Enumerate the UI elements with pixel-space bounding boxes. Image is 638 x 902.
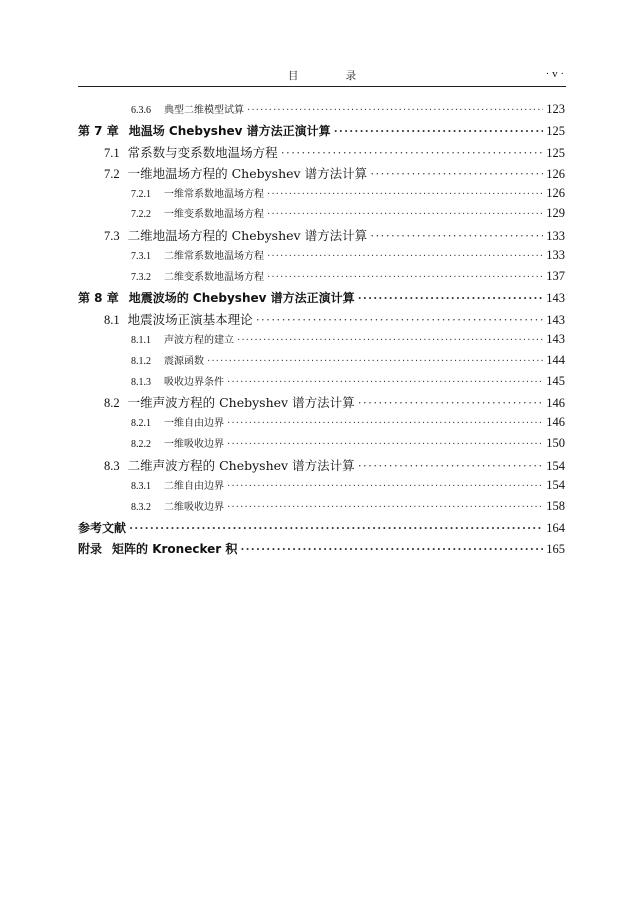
toc-entry[interactable] bbox=[78, 205, 565, 226]
toc-entry[interactable] bbox=[78, 331, 565, 352]
toc-entry-label bbox=[104, 226, 367, 244]
toc-leader-dots bbox=[267, 251, 543, 262]
toc-entry-number: 7.2 bbox=[104, 166, 120, 181]
toc-leader-dots bbox=[267, 189, 543, 200]
toc-entry-title: 震源函数 bbox=[164, 355, 204, 367]
toc-entry-page: 137 bbox=[546, 269, 565, 284]
toc-entry-title: 吸收边界条件 bbox=[164, 376, 224, 388]
toc-leader-dots bbox=[334, 124, 544, 139]
toc-leader-dots bbox=[227, 481, 543, 492]
toc-entry-page: 126 bbox=[546, 185, 565, 200]
toc-entry[interactable] bbox=[78, 289, 565, 310]
toc-entry-number: 8.2.1 bbox=[131, 418, 151, 430]
toc-entry-label bbox=[131, 205, 264, 220]
toc-entry-label bbox=[131, 268, 264, 283]
toc-entry[interactable] bbox=[78, 164, 565, 185]
toc-leader-dots bbox=[129, 521, 543, 536]
toc-entry-label bbox=[131, 247, 264, 262]
toc-entry[interactable] bbox=[78, 268, 565, 289]
toc-leader-dots bbox=[370, 167, 543, 182]
toc-entry-label bbox=[78, 289, 355, 306]
toc-entry-label bbox=[131, 101, 244, 116]
toc-entry-title: 一维地温场方程的 Chebyshev 谱方法计算 bbox=[127, 165, 368, 181]
toc-entry-page: 154 bbox=[546, 478, 565, 493]
toc-entry-number: 8.3.1 bbox=[131, 481, 151, 493]
toc-entry-number: 7.3.1 bbox=[131, 251, 151, 263]
toc-entry-title: 二维地温场方程的 Chebyshev 谱方法计算 bbox=[127, 228, 368, 244]
toc-leader-dots bbox=[256, 313, 544, 328]
toc-entry[interactable] bbox=[78, 519, 565, 540]
toc-entry-number: 7.1 bbox=[104, 145, 120, 160]
toc-entry-number: 第 7 章 bbox=[78, 123, 119, 138]
toc-entry-title: 二维声波方程的 Chebyshev 谱方法计算 bbox=[127, 458, 355, 474]
toc-entry-title: 声波方程的建立 bbox=[164, 334, 234, 346]
toc-entry[interactable] bbox=[78, 435, 565, 456]
toc-entry-page: 126 bbox=[546, 166, 565, 181]
toc-leader-dots bbox=[370, 229, 543, 244]
toc-entry-title: 二维变系数地温场方程 bbox=[164, 272, 264, 284]
toc-entry-label bbox=[131, 352, 204, 367]
toc-entry-number: 7.2.2 bbox=[131, 209, 151, 221]
toc-entry-label bbox=[131, 498, 224, 513]
toc-entry-number: 8.1.1 bbox=[131, 334, 151, 346]
toc-entry-label bbox=[104, 164, 367, 182]
toc-entry-title: 地震波场的 Chebyshev 谱方法正演计算 bbox=[128, 291, 355, 306]
toc-entry-label bbox=[131, 414, 224, 429]
header-title: 目 录 bbox=[287, 70, 379, 82]
toc-entry-page: 133 bbox=[546, 229, 565, 244]
toc-entry-page: 143 bbox=[546, 331, 565, 346]
toc-leader-dots bbox=[227, 418, 543, 429]
toc-entry-number: 8.3 bbox=[104, 459, 120, 474]
toc-entry-label bbox=[104, 393, 355, 411]
toc-entry[interactable] bbox=[78, 477, 565, 498]
toc-entry-label bbox=[104, 143, 278, 161]
toc-entry-page: 158 bbox=[546, 498, 565, 513]
toc-entry[interactable] bbox=[78, 414, 565, 435]
toc-entry-label bbox=[78, 519, 126, 536]
toc-entry-page: 143 bbox=[546, 312, 565, 327]
toc-entry[interactable] bbox=[78, 352, 565, 373]
toc-entry-page: 154 bbox=[546, 459, 565, 474]
toc-entry-label bbox=[131, 185, 264, 200]
toc-entry-page: 150 bbox=[546, 436, 565, 451]
toc-leader-dots bbox=[358, 396, 544, 411]
toc-leader-dots bbox=[267, 272, 543, 283]
toc-entry-title: 一维吸收边界 bbox=[164, 439, 224, 451]
toc-entry-page: 165 bbox=[546, 541, 565, 556]
toc-entry[interactable] bbox=[78, 310, 565, 331]
toc-entry-page: 133 bbox=[546, 248, 565, 263]
toc-entry-number: 7.3 bbox=[104, 229, 120, 244]
toc-entry-number: 6.3.6 bbox=[131, 105, 151, 116]
toc-entry-page: 145 bbox=[546, 373, 565, 388]
toc-entry-number: 第 8 章 bbox=[78, 291, 119, 306]
toc-leader-dots bbox=[267, 209, 543, 220]
toc-entry-label bbox=[78, 540, 237, 557]
header-page-number: · v · bbox=[545, 68, 564, 80]
toc-entry[interactable] bbox=[78, 456, 565, 477]
toc-entry-title: 二维常系数地温场方程 bbox=[164, 251, 264, 263]
toc-leader-dots bbox=[237, 335, 543, 346]
toc-leader-dots bbox=[227, 377, 543, 388]
toc-entry-title: 一维声波方程的 Chebyshev 谱方法计算 bbox=[127, 395, 355, 411]
toc-entry-page: 146 bbox=[546, 396, 565, 411]
toc-entry-title: 地温场 Chebyshev 谱方法正演计算 bbox=[128, 123, 331, 138]
toc-entry[interactable] bbox=[78, 143, 565, 164]
toc-entry-page: 125 bbox=[546, 145, 565, 160]
toc-entry[interactable] bbox=[78, 185, 565, 206]
toc-entry-page: 143 bbox=[546, 291, 565, 306]
toc-entry-title: 参考文献 bbox=[78, 520, 127, 535]
toc-entry-label bbox=[78, 122, 331, 139]
toc-entry-page: 123 bbox=[546, 102, 565, 116]
toc-entry-title: 地震波场正演基本理论 bbox=[127, 311, 253, 327]
toc-entry[interactable] bbox=[78, 101, 565, 122]
toc-leader-dots bbox=[358, 291, 544, 306]
toc-entry[interactable] bbox=[78, 226, 565, 247]
table-of-contents bbox=[78, 101, 565, 561]
toc-entry-label bbox=[104, 310, 253, 328]
toc-entry-number: 8.1 bbox=[104, 312, 120, 327]
toc-entry[interactable] bbox=[78, 122, 565, 143]
toc-entry-label bbox=[131, 331, 234, 346]
toc-entry[interactable] bbox=[78, 247, 565, 268]
toc-entry-label bbox=[104, 456, 355, 474]
toc-leader-dots bbox=[247, 105, 543, 116]
toc-entry-title: 矩阵的 Kronecker 积 bbox=[112, 541, 238, 556]
toc-leader-dots bbox=[227, 439, 543, 450]
toc-leader-dots bbox=[227, 502, 543, 513]
toc-entry-label bbox=[131, 477, 224, 492]
toc-entry-title: 二维吸收边界 bbox=[164, 501, 224, 513]
toc-entry-page: 125 bbox=[546, 123, 565, 138]
toc-leader-dots bbox=[240, 542, 543, 557]
toc-entry-number: 8.2 bbox=[104, 396, 120, 411]
toc-entry-page: 144 bbox=[546, 352, 565, 367]
toc-entry-number: 7.2.1 bbox=[131, 188, 151, 200]
toc-entry-number: 8.1.3 bbox=[131, 376, 151, 388]
toc-entry-label bbox=[131, 435, 224, 450]
toc-entry-title: 常系数与变系数地温场方程 bbox=[127, 144, 278, 160]
toc-leader-dots bbox=[281, 146, 544, 161]
page-header bbox=[78, 64, 566, 87]
toc-entry-title: 典型二维模型试算 bbox=[164, 105, 244, 116]
toc-entry-number: 8.2.2 bbox=[131, 439, 151, 451]
toc-entry-title: 一维自由边界 bbox=[164, 418, 224, 430]
toc-entry-number: 8.3.2 bbox=[131, 501, 151, 513]
toc-entry-page: 164 bbox=[546, 520, 565, 535]
toc-entry-label bbox=[131, 373, 224, 388]
toc-leader-dots bbox=[207, 356, 543, 367]
toc-entry-number: 附录 bbox=[78, 541, 103, 556]
toc-entry-number: 8.1.2 bbox=[131, 355, 151, 367]
toc-entry-page: 129 bbox=[546, 206, 565, 221]
toc-entry[interactable] bbox=[78, 540, 565, 561]
toc-entry-title: 二维自由边界 bbox=[164, 481, 224, 493]
toc-entry[interactable] bbox=[78, 498, 565, 519]
toc-leader-dots bbox=[358, 459, 544, 474]
toc-entry-page: 146 bbox=[546, 415, 565, 430]
toc-entry[interactable] bbox=[78, 393, 565, 414]
toc-entry-number: 7.3.2 bbox=[131, 272, 151, 284]
toc-entry-title: 一维变系数地温场方程 bbox=[164, 209, 264, 221]
toc-entry[interactable] bbox=[78, 373, 565, 394]
toc-entry-title: 一维常系数地温场方程 bbox=[164, 188, 264, 200]
